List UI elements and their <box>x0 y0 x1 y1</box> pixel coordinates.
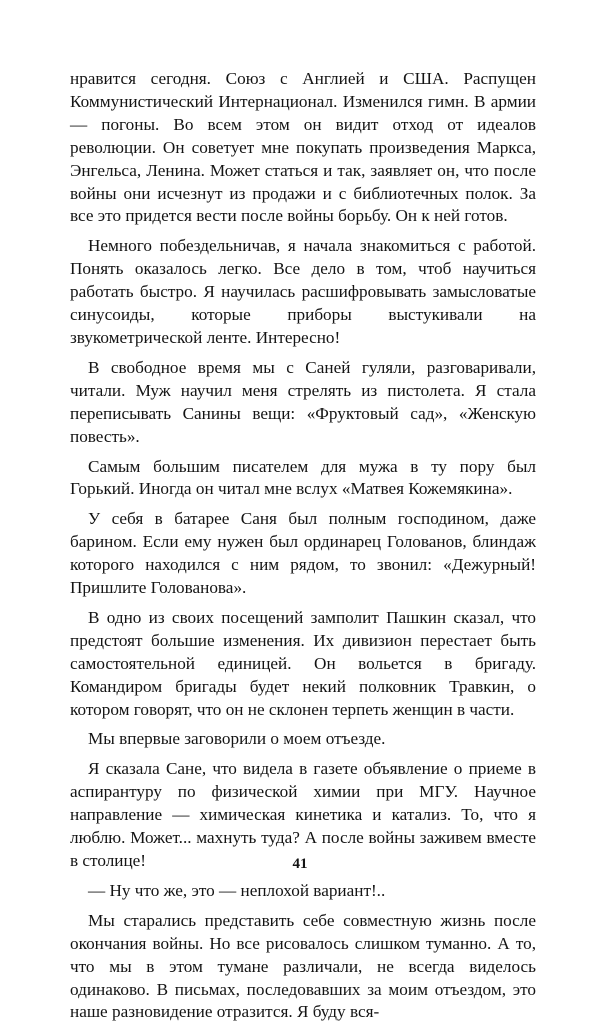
paragraph-3: В свободное время мы с Саней гуляли, разговаривали, читали. Муж научил меня стрелять из пистолета. Я стала переписывать Санины вещи: «Фруктовый сад», «Женскую повесть». <box>70 357 536 446</box>
paragraph-6: В одно из своих посещений замполит Пашкин сказал, что предстоят большие изменения. Их дивизион перестает быть самостоятельной единицей. Он вольется в бригаду. Командиром бригады будет некий полковник Травкин, о котором говорят, что он не склонен терпеть женщин в части. <box>70 607 536 719</box>
paragraph-9: — Ну что же, это — неплохой вариант!.. <box>88 880 386 900</box>
paragraph-1: нравится сегодня. Союз с Англией и США. Распущен Коммунистический Интернационал. Изменился гимн. В армии — погоны. Во всем этом он видит отход от идеалов революции. Он советует мне покупать произведения Маркса, Энгельса, Ленина. Может статься и так, заявляет он, что после войны они исчезнут из продажи и с библиотечных полок. За все это придется вести после войны борьбу. Он к ней готов. <box>70 69 536 226</box>
page-number: 41 <box>292 856 308 872</box>
paragraph-4: Самым большим писателем для мужа в ту пору был Горький. Иногда он читал мне вслух «Матвея Кожемякина». <box>70 456 536 499</box>
paragraph-8: Я сказала Сане, что видела в газете объявление о приеме в аспирантуру по физической химии при МГУ. Научное направление — химическая кинетика и катализ. То, что я люблю. Может... махнуть туда? А после войны заживем вместе в столице! <box>70 759 536 870</box>
page-text <box>70 68 536 1031</box>
paragraph-2: Немного побездельничав, я начала знакомиться с работой. Понять оказалось легко. Все дело в том, чтоб научиться работать быстро. Я научилась расшифровывать замысловатые синусоиды, которые приборы выстукивали на звукометрической ленте. Интересно! <box>70 236 536 347</box>
paragraph-5: У себя в батарее Саня был полным господином, даже барином. Если ему нужен был ординарец Голованов, блиндаж которого находился с ним рядом, то звонил: «Дежурный! Пришлите Голованова». <box>70 509 536 598</box>
paragraph-10: Мы старались представить себе совместную жизнь после окончания войны. Но все рисовалось слишком туманно. А то, что мы в этом тумане различали, не всегда виделось одинаково. В письмах, последовавших за моим отъездом, это наше разновидение отразится. Я буду вся- <box>70 910 536 1022</box>
paragraph-7: Мы впервые заговорили о моем отъезде. <box>88 729 386 749</box>
